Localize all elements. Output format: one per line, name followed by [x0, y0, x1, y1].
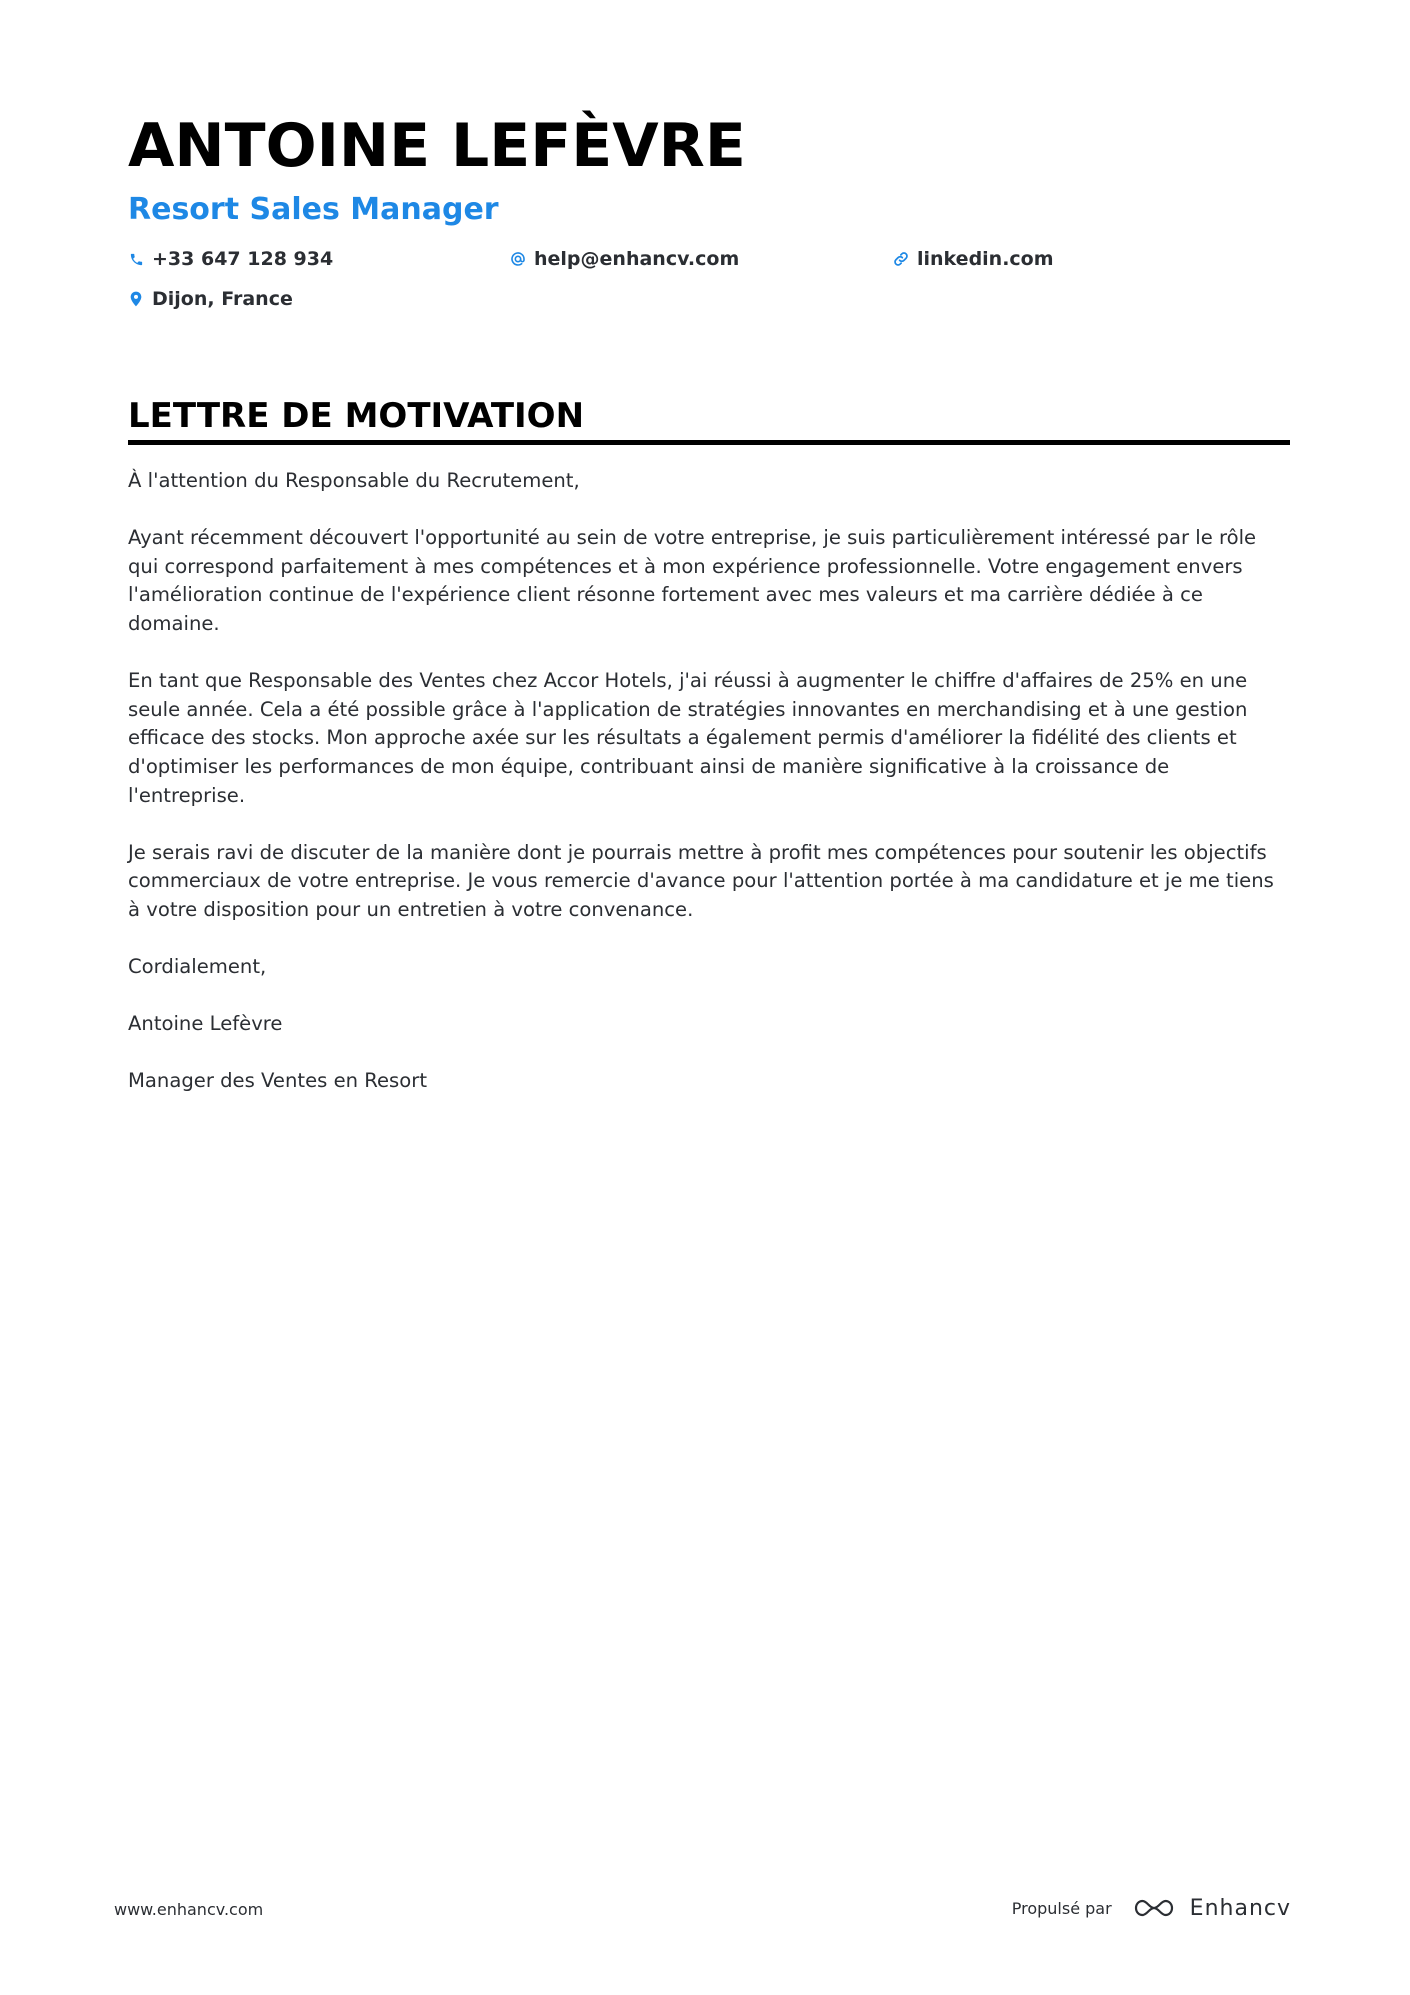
location-text: Dijon, France [152, 288, 293, 310]
job-title: Resort Sales Manager [128, 192, 499, 227]
brand-name: Enhancv [1189, 1895, 1291, 1921]
footer-brand [1012, 1888, 1291, 1928]
contact-email [510, 244, 739, 274]
phone-icon [128, 251, 144, 267]
footer-url[interactable]: www.enhancv.com [114, 1900, 264, 1919]
contact-info [128, 244, 1290, 324]
letter-closing: Cordialement, [128, 955, 267, 979]
cover-letter-section [128, 394, 1290, 1125]
letter-paragraph: Je serais ravi de discuter de la manière dont je pourrais mettre à profit mes compétences pour soutenir les objectifs commerciaux de votre entreprise. Je vous remercie d'avance pour l'attention portée à ma candidature et je me tiens à votre disposition pour un entretien à votre convenance. [128, 840, 1274, 921]
link-icon [893, 251, 909, 267]
powered-by-label: Propulsé par [1011, 1898, 1112, 1918]
letter-paragraph: Ayant récemment découvert l'opportunité au sein de votre entreprise, je suis particulièrement intéressé par le rôle qui correspond parfaitement à mes compétences et à mon expérience professionnelle. Votre engagement envers l'amélioration continue de l'expérience client résonne fortement avec mes valeurs et ma carrière dédiée à ce domaine. [128, 526, 1257, 635]
at-icon [510, 251, 526, 267]
section-title: LETTRE DE MOTIVATION [128, 394, 1290, 445]
contact-location [128, 284, 293, 314]
letter-paragraph: En tant que Responsable des Ventes chez Accor Hotels, j'ai réussi à augmenter le chiffre d'affaires de 25% en une seule année. Cela a été possible grâce à l'application de stratégies innovantes en merchandising et à une gestion efficace des stocks. Mon approche axée sur les résultats a également permis d'améliorer la fidélité des clients et d'optimiser les performances de mon équipe, contribuant ainsi de manière significative à la croissance de l'entreprise. [128, 669, 1248, 807]
letter-body [128, 467, 1290, 1096]
signature-title: Manager des Ventes en Resort [128, 1069, 427, 1093]
map-pin-icon [128, 291, 144, 307]
linkedin-link[interactable]: linkedin.com [917, 248, 1054, 270]
enhancv-logo-icon [1132, 1897, 1176, 1919]
header [128, 108, 1290, 324]
email-address[interactable]: help@enhancv.com [534, 248, 740, 270]
contact-phone [128, 244, 333, 274]
footer [114, 1888, 1291, 1928]
signature-name: Antoine Lefèvre [128, 1012, 283, 1036]
candidate-name: ANTOINE LEFÈVRE [128, 111, 746, 181]
letter-greeting: À l'attention du Responsable du Recrutement, [128, 469, 580, 492]
phone-number[interactable]: +33 647 128 934 [152, 248, 334, 270]
contact-link [893, 244, 1054, 274]
